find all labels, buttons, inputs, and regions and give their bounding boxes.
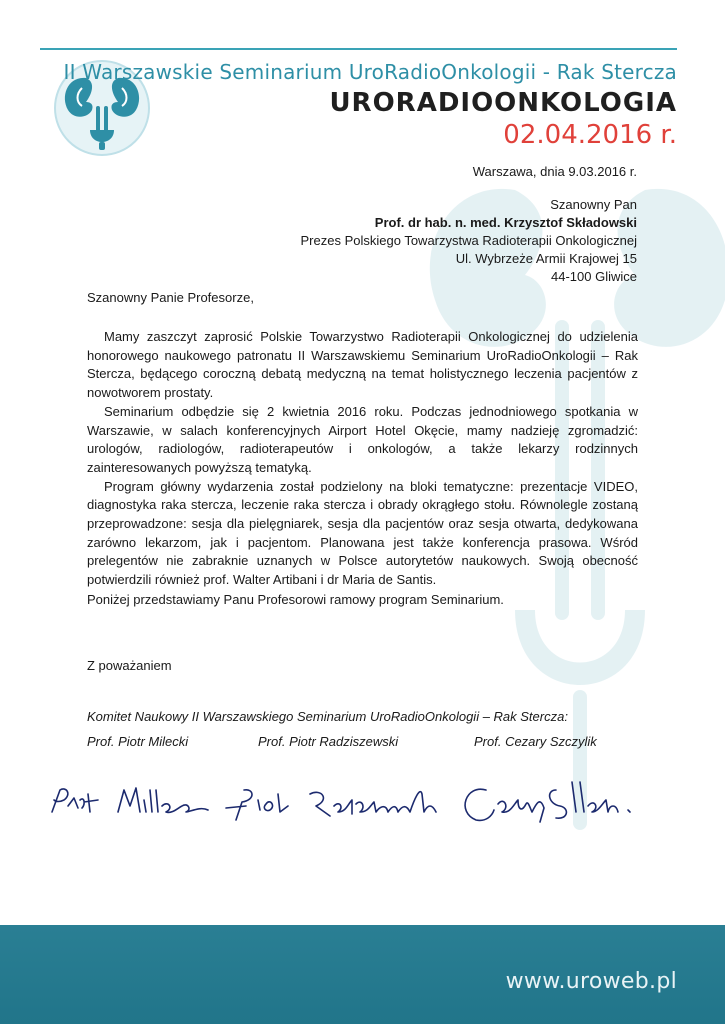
- header-rule: [40, 48, 677, 50]
- signer-name: Prof. Piotr Milecki: [87, 734, 189, 749]
- letter-place-date: Warszawa, dnia 9.03.2016 r.: [472, 164, 637, 179]
- signers-row: [87, 734, 607, 752]
- recipient-address: [301, 196, 637, 286]
- header-event-date: 02.04.2016 r.: [503, 120, 677, 150]
- recipient-greeting: Szanowny Pan: [550, 197, 637, 212]
- recipient-city: 44-100 Gliwice: [551, 269, 637, 284]
- header-title: URORADIOONKOLOGIA: [329, 88, 677, 118]
- footer-url[interactable]: www.uroweb.pl: [505, 969, 677, 994]
- body-paragraph: Seminarium odbędzie się 2 kwietnia 2016 roku. Podczas jednodniowego spotkania w Warszawie, w salach konferencyjnych Airport Hotel Okęcie, mamy nadzieję zgromadzić: urologów, radiologów, radioterapeutów i onkologów, a także lekarzy rodzinnych zainteresowanych powyższą tematyką.: [87, 403, 638, 475]
- recipient-name: Prof. dr hab. n. med. Krzysztof Składowski: [374, 215, 637, 230]
- body-paragraph: Mamy zaszczyt zaprosić Polskie Towarzystwo Radioterapii Onkologicznej do udzielenia honorowego naukowego patronatu II Warszawskiemu Seminarium UroRadioOnkologii – Rak Stercza, będącego coroczną debatą medyczną na temat holistycznego leczenia pacjentów z nowotworem prostaty.: [87, 329, 638, 401]
- closing-line: Poniżej przedstawiamy Panu Profesorowi ramowy program Seminarium.: [87, 592, 504, 607]
- body-paragraph: Program główny wydarzenia został podzielony na bloki tematyczne: prezentacje VIDEO, diagnostyka raka stercza, leczenie raka stercza i obrady okrągłego stołu. Równolegle zostaną przeprowadzone: sesja dla pielęgniarek, sesja dla pacjentów oraz sesja otwarta, dedykowana zarówno lekarzom, jak i pacjentom. Planowana jest także konferencja prasowa. Wśród prelegentów nie zabraknie uznanych w Polsce autorytetów naukowych. Swoją obecność potwierdzili również prof. Walter Artibani i dr Maria de Santis.: [87, 478, 638, 588]
- salutation: Szanowny Panie Profesorze,: [87, 290, 254, 305]
- committee-line: Komitet Naukowy II Warszawskiego Seminarium UroRadioOnkologii – Rak Stercza:: [87, 709, 568, 724]
- regards: Z poważaniem: [87, 658, 172, 673]
- letter-body: [87, 328, 638, 590]
- signer-name: Prof. Cezary Szczylik: [474, 734, 597, 749]
- recipient-position: Prezes Polskiego Towarzystwa Radioterapii Onkologicznej: [300, 233, 637, 248]
- recipient-street: Ul. Wybrzeże Armii Krajowej 15: [455, 251, 637, 266]
- footer-bar: [0, 925, 725, 1024]
- handwritten-signatures: [40, 760, 640, 840]
- signer-name: Prof. Piotr Radziszewski: [258, 734, 399, 749]
- header-subtitle: II Warszawskie Seminarium UroRadioOnkologii - Rak Stercza: [63, 60, 677, 84]
